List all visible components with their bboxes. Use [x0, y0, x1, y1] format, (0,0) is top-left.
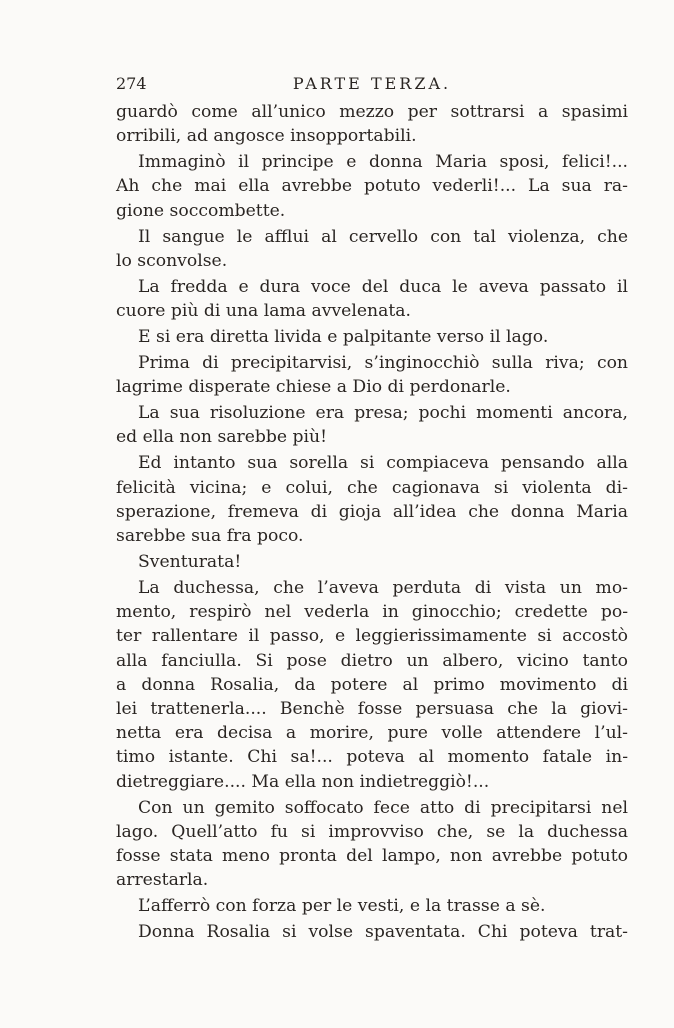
text-line: Prima di precipitarvisi, s’inginocchiò sulla riva; con — [138, 353, 628, 374]
paragraph — [116, 550, 628, 574]
text-line: lei trattenerla.... Benchè fosse persuasa che la giovi- — [116, 699, 628, 720]
text-line: felicità vicina; e colui, che cagionava si violenta di- — [116, 477, 628, 498]
text-line: La duchessa, che l’aveva perduta di vista un mo- — [138, 578, 628, 599]
paragraph — [116, 576, 628, 794]
text-line: sarebbe sua fra poco. — [116, 526, 304, 547]
text-line: timo istante. Chi sa!... poteva al momento fatale in- — [116, 747, 628, 768]
text-line: lago. Quell’atto fu si improvviso che, se la duchessa — [116, 821, 628, 842]
paragraph — [116, 225, 628, 273]
text-line: arrestarla. — [116, 870, 209, 891]
text-line: a donna Rosalia, da potere al primo movimento di — [116, 674, 628, 695]
paragraph — [116, 100, 628, 148]
text-line: netta era decisa a morire, pure volle attendere l’ul- — [116, 723, 628, 744]
page-header — [116, 72, 628, 96]
text-line: alla fanciulla. Si pose dietro un albero, vicino tanto — [116, 650, 628, 671]
text-line: Il sangue le afflui al cervello con tal violenza, che — [138, 226, 628, 247]
text-line: L’afferrò con forza per le vesti, e la trasse a sè. — [138, 896, 546, 917]
text-line: ter rallentare il passo, e leggierissimamente si accostò — [116, 626, 628, 647]
text-line: Ah che mai ella avrebbe potuto vederli!... La sua ra- — [116, 176, 628, 197]
text-line: fosse stata meno pronta del lampo, non avrebbe potuto — [116, 846, 628, 867]
text-line: cuore più di una lama avvelenata. — [116, 301, 411, 322]
body-text — [116, 100, 628, 946]
text-line: La fredda e dura voce del duca le aveva passato il — [138, 276, 628, 297]
text-line: gione soccombette. — [116, 200, 286, 221]
text-line: guardò come all’unico mezzo per sottrarsi a spasimi — [116, 102, 628, 122]
paragraph — [116, 451, 628, 548]
paragraph — [116, 796, 628, 893]
text-line: La sua risoluzione era presa; pochi momenti ancora, — [138, 403, 628, 424]
paragraph — [116, 401, 628, 449]
text-line: orribili, ad angosce insopportabili. — [116, 126, 417, 147]
text-line: Donna Rosalia si volse spaventata. Chi poteva trat- — [138, 922, 628, 943]
text-line: Con un gemito soffocato fece atto di precipitarsi nel — [138, 797, 628, 818]
text-line: lo sconvolse. — [116, 250, 228, 271]
text-line: mento, respirò nel vederla in ginocchio; credette po- — [116, 602, 628, 623]
text-line: ed ella non sarebbe più! — [116, 427, 328, 448]
paragraph — [116, 351, 628, 399]
paragraph — [116, 275, 628, 323]
text-line: E si era diretta livida e palpitante verso il lago. — [138, 327, 549, 348]
paragraph — [116, 894, 628, 918]
paragraph — [116, 920, 628, 944]
text-line: Ed intanto sua sorella si compiaceva pensando alla — [138, 453, 628, 474]
page-number: 274 — [116, 74, 147, 93]
text-line: Immaginò il principe e donna Maria sposi, felici!... — [138, 152, 628, 173]
paragraph — [116, 325, 628, 349]
text-line: lagrime disperate chiese a Dio di perdonarle. — [116, 377, 511, 398]
text-line: sperazione, fremeva di gioja all’idea che donna Maria — [116, 501, 628, 522]
text-line: Sventurata! — [138, 552, 242, 573]
text-line: dietreggiare.... Ma ella non indietreggiò!... — [116, 771, 490, 792]
paragraph — [116, 150, 628, 223]
running-title: PARTE TERZA. — [292, 74, 452, 93]
